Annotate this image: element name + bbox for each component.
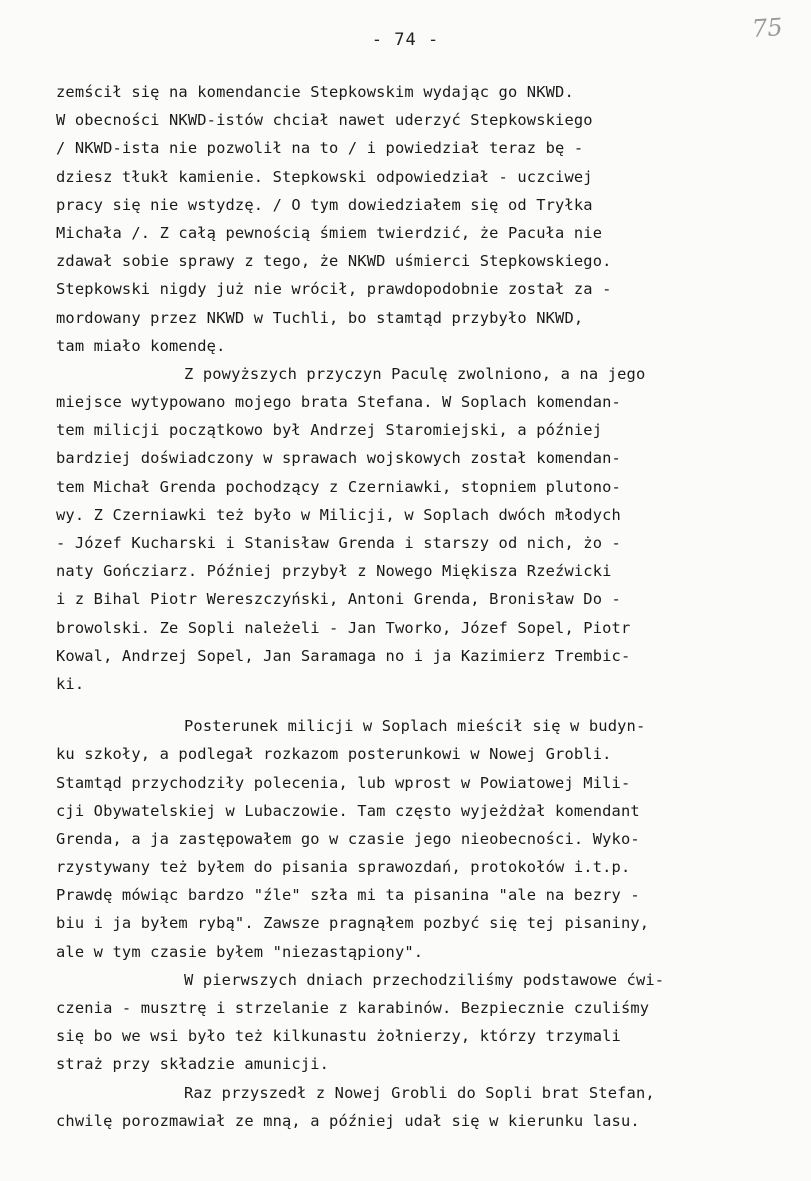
text-line: pracy się nie wstydzę. / O tym dowiedziałem się od Tryłka <box>56 195 593 214</box>
text-line: tam miało komendę. <box>56 336 226 355</box>
text-line: chwilę porozmawiał ze mną, a później udał się w kierunku lasu. <box>56 1111 640 1130</box>
text-line: biu i ja byłem rybą". Zawsze pragnąłem pozbyć się tej pisaniny, <box>56 914 650 933</box>
paragraph-first-line: Posterunek milicji w Soplach mieścił się w budyn- <box>184 717 646 736</box>
text-line: naty Gończiarz. Później przybył z Nowego Miękisza Rzeźwicki <box>56 562 612 581</box>
text-line: zdawał sobie sprawy z tego, że NKWD uśmierci Stepkowskiego. <box>56 252 612 271</box>
text-line: tem Michał Grenda pochodzący z Czerniawki, stopniem plutono- <box>56 477 621 496</box>
text-line: ku szkoły, a podlegał rozkazom posterunkowi w Nowej Grobli. <box>56 745 612 764</box>
paragraph-first-line: Z powyższych przyczyn Paculę zwolniono, a na jego <box>184 364 646 383</box>
text-line: i z Bihal Piotr Wereszczyński, Antoni Grenda, Bronisław Do - <box>56 590 621 609</box>
text-line: straż przy składzie amunicji. <box>56 1055 330 1074</box>
paragraph-gap <box>56 698 776 712</box>
text-line: dziesz tłukł kamienie. Stepkowski odpowiedział - uczciwej <box>56 167 593 186</box>
text-line: się bo we wsi było też kilkunastu żołnierzy, którzy trzymali <box>56 1027 621 1046</box>
text-line: Michała /. Z całą pewnością śmiem twierdzić, że Pacuła nie <box>56 223 603 242</box>
paragraph-first-line: W pierwszych dniach przechodziliśmy podstawowe ćwi- <box>184 970 665 989</box>
text-line: - Józef Kucharski i Stanisław Grenda i starszy od nich, żo - <box>56 534 621 552</box>
text-line: Kowal, Andrzej Sopel, Jan Saramaga no i ja Kazimierz Trembic- <box>56 646 631 665</box>
text-line: Grenda, a ja zastępowałem go w czasie jego nieobecności. Wyko- <box>56 829 640 848</box>
handwritten-archive-number: 75 <box>751 12 784 44</box>
text-line: W obecności NKWD-istów chciał nawet uderzyć Stepkowskiego <box>56 111 593 130</box>
text-line: browolski. Ze Sopli należeli - Jan Tworko, Józef Sopel, Piotr <box>56 618 631 637</box>
body-text <box>56 78 776 1135</box>
text-line: bardziej doświadczony w sprawach wojskowych został komendan- <box>56 449 621 468</box>
text-line: czenia - musztrę i strzelanie z karabinów. Bezpiecznie czuliśmy <box>56 999 650 1017</box>
text-line: tem milicji początkowo był Andrzej Staromiejski, a później <box>56 421 603 440</box>
text-line: ale w tym czasie byłem "niezastąpiony". <box>56 942 424 961</box>
text-line: Prawdę mówiąc bardzo "źle" szła mi ta pisanina "ale na bezry - <box>56 886 640 905</box>
text-line: wy. Z Czerniawki też było w Milicji, w Soplach dwóch młodych <box>56 505 621 524</box>
text-line: zemścił się na komendancie Stepkowskim wydając go NKWD. <box>56 83 574 101</box>
text-line: cji Obywatelskiej w Lubaczowie. Tam często wyjeżdżał komendant <box>56 801 640 820</box>
text-line: Stepkowski nigdy już nie wrócił, prawdopodobnie został za - <box>56 280 612 299</box>
text-line: miejsce wytypowano mojego brata Stefana. W Soplach komendan- <box>56 393 621 412</box>
page-number: - 74 - <box>371 30 440 50</box>
text-line: rzystywany też byłem do pisania sprawozdań, protokołów i.t.p. <box>56 858 631 877</box>
text-line: ki. <box>56 674 85 693</box>
paragraph-first-line: Raz przyszedł z Nowej Grobli do Sopli brat Stefan, <box>184 1083 655 1102</box>
text-line: mordowany przez NKWD w Tuchli, bo stamtąd przybyło NKWD, <box>56 308 584 327</box>
text-line: Stamtąd przychodziły polecenia, lub wprost w Powiatowej Mili- <box>56 773 631 792</box>
text-line: / NKWD-ista nie pozwolił na to / i powiedział teraz bę - <box>56 139 584 158</box>
